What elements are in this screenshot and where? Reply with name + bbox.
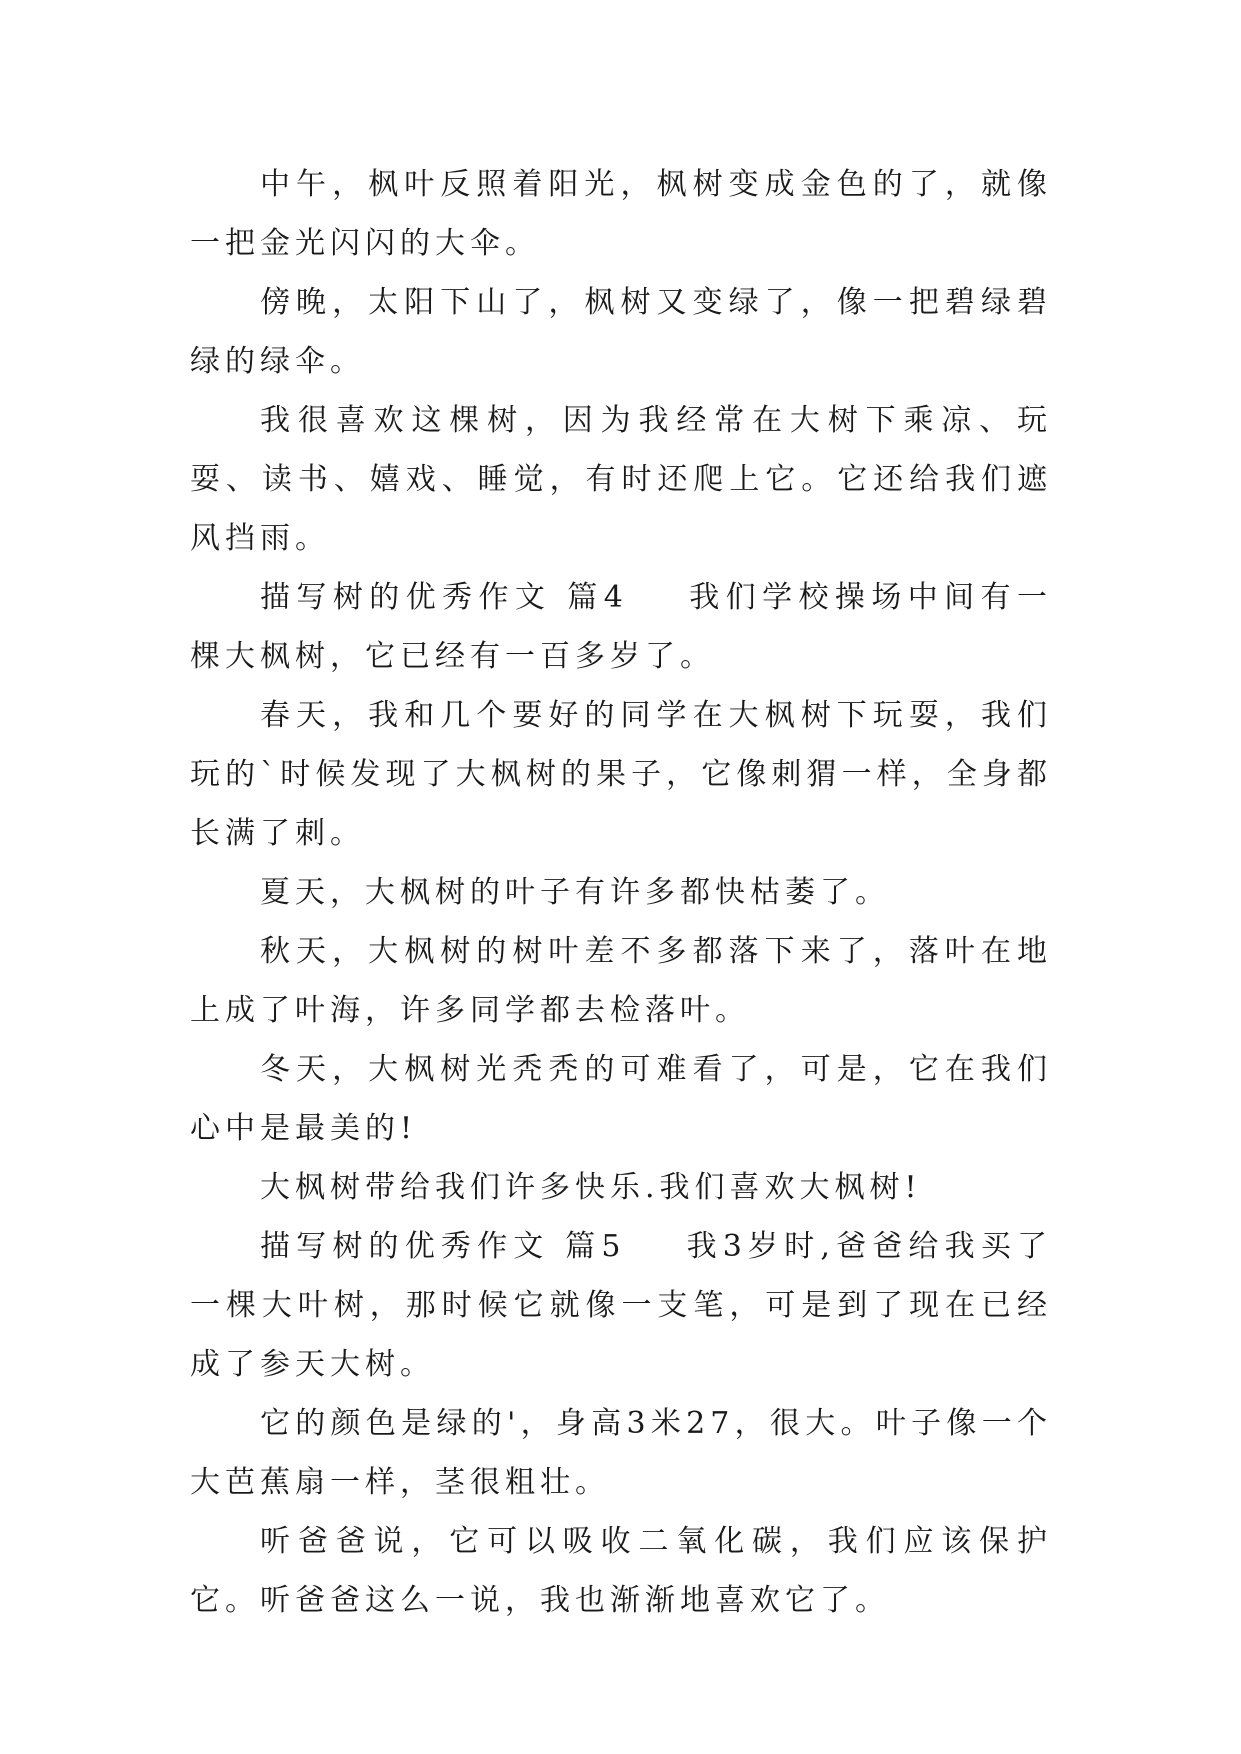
paragraph-summer: 夏天，大枫树的叶子有许多都快枯萎了。 [260, 875, 890, 910]
paragraph-tree-color: 它的颜色是绿的'，身高3米27，很大。叶子像一个大芭蕉扇一样，茎很粗壮。 [190, 1406, 1052, 1500]
paragraph-evening: 傍晚，太阳下山了，枫树又变绿了，像一把碧绿碧绿的绿伞。 [190, 285, 1052, 379]
section-4-first-text: 我们学校操场中间有一棵大枫树，它已经有一百多岁了。 [190, 580, 1052, 674]
paragraph-winter: 冬天，大枫树光秃秃的可难看了，可是，它在我们心中是最美的! [190, 1052, 1052, 1146]
paragraph-protect-tree: 听爸爸说，它可以吸收二氧化碳，我们应该保护它。听爸爸这么一说，我也渐渐地喜欢它了。 [190, 1524, 1052, 1618]
section-4-intro [190, 568, 1052, 686]
paragraph-happiness: 大枫树带给我们许多快乐.我们喜欢大枫树! [260, 1170, 922, 1205]
document-body [190, 155, 1052, 1630]
section-5-intro [190, 1217, 1052, 1394]
paragraph-love-tree: 我很喜欢这棵树，因为我经常在大树下乘凉、玩耍、读书、嬉戏、睡觉，有时还爬上它。它还给我们遮风挡雨。 [190, 403, 1052, 556]
paragraph-noon: 中午，枫叶反照着阳光，枫树变成金色的了，就像一把金光闪闪的大伞。 [190, 167, 1052, 261]
section-4-heading: 描写树的优秀作文 篇4 [260, 580, 628, 615]
section-5-first-text: 我3岁时,爸爸给我买了一棵大叶树，那时候它就像一支笔，可是到了现在已经成了参天大树。 [190, 1229, 1053, 1382]
section-5-heading: 描写树的优秀作文 篇5 [260, 1229, 626, 1264]
paragraph-autumn: 秋天，大枫树的树叶差不多都落下来了，落叶在地上成了叶海，许多同学都去检落叶。 [190, 934, 1052, 1028]
paragraph-spring: 春天，我和几个要好的同学在大枫树下玩耍，我们玩的`时候发现了大枫树的果子，它像刺猬一样，全身都长满了刺。 [190, 698, 1052, 851]
